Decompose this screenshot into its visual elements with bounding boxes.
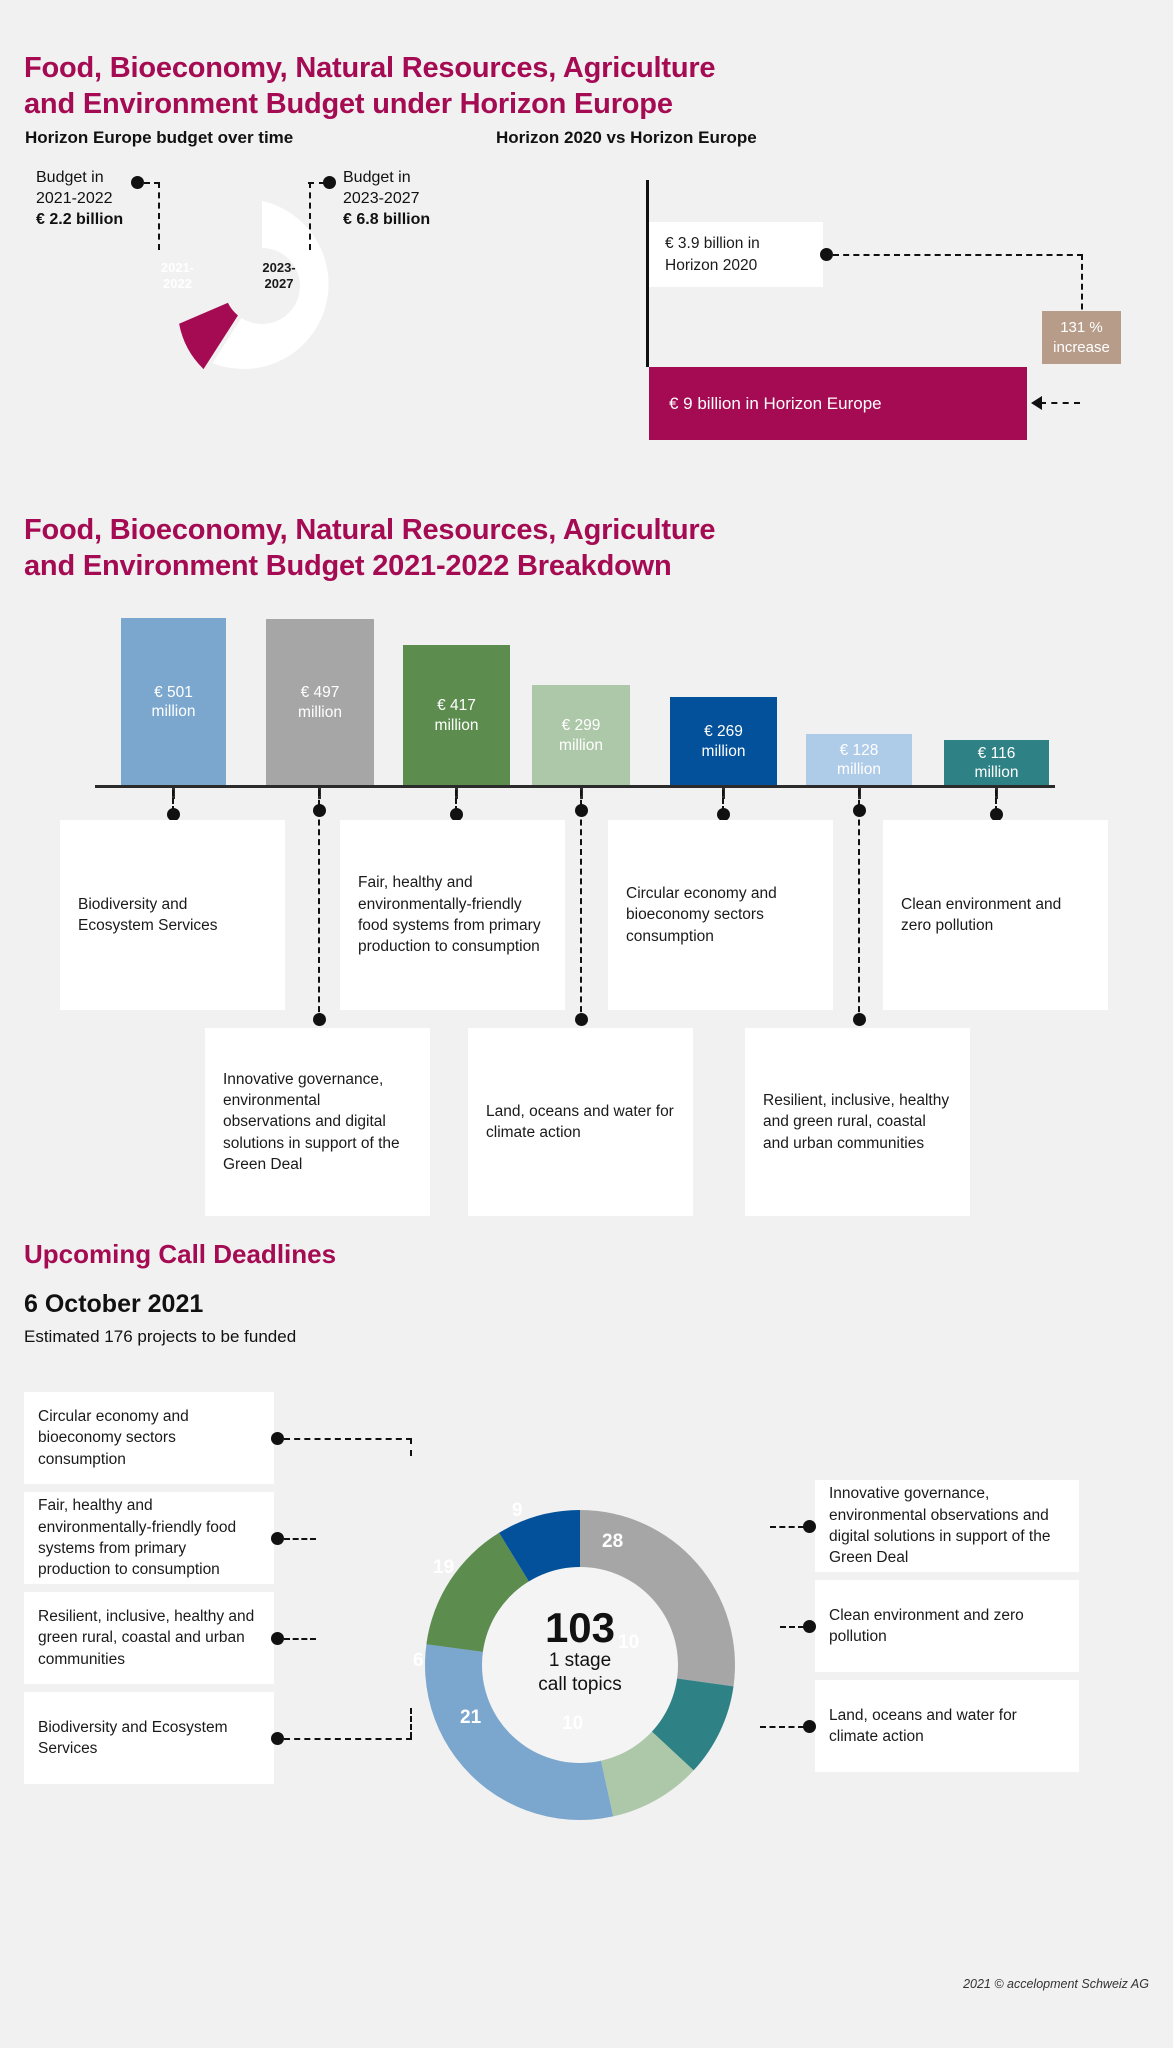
bar-leader-dot-2 (313, 804, 326, 817)
bar-7-label: € 116 million (974, 744, 1019, 781)
deadline-right-box-2: Clean environment and zero pollution (815, 1580, 1079, 1672)
slice-value-28: 28 (602, 1531, 624, 1552)
bar-leader-dot-2b (313, 1013, 326, 1026)
deadline-left-vline-4 (410, 1708, 412, 1738)
deadlines-title: Upcoming Call Deadlines (24, 1239, 337, 1269)
deadline-right-line-2 (780, 1626, 804, 1628)
footer-copyright: 2021 © accelopment Schweiz AG (963, 1977, 1149, 1991)
donut-callout-left-value: € 2.2 billion (36, 211, 124, 229)
he-arrow-head (1031, 396, 1042, 410)
bar-callout-2: Innovative governance, environmental observations and digital solutions in support of the Green Deal (205, 1028, 430, 1216)
deadline-right-box-3: Land, oceans and water for climate action (815, 1680, 1079, 1772)
deadline-left-dot-2 (271, 1532, 284, 1545)
donut-slice-2023-2027-label: 2023- 2027 (262, 260, 296, 291)
bar-callout-7: Clean environment and zero pollution (883, 820, 1108, 1010)
bar-callout-6: Resilient, inclusive, healthy and green rural, coastal and urban communities (745, 1028, 970, 1216)
deadline-right-dot-3 (803, 1720, 816, 1733)
bar-7 (944, 740, 1049, 786)
deadline-left-line-2 (284, 1538, 316, 1540)
bar-leader-dot-4 (575, 804, 588, 817)
donut-callout-right-value: € 6.8 billion (343, 211, 431, 229)
bar-6-label: € 128 million (837, 741, 881, 778)
donut-callout-left: Budget in 2021-2022 € 2.2 billion (36, 169, 124, 229)
bar-callout-3: Fair, healthy and environmentally-friendly food systems from primary production to consumption (340, 820, 565, 1010)
donut-left-leader-dot (131, 176, 144, 189)
right-chart-subtitle: Horizon 2020 vs Horizon Europe (496, 128, 757, 147)
donut-center (370, 1604, 790, 1697)
breakdown-title: Food, Bioeconomy, Natural Resources, Agriculture and Environment Budget 2021-2022 Breakdown (24, 514, 716, 583)
bar-4-label: € 299 million (559, 717, 603, 754)
bar-5-label: € 269 million (701, 723, 746, 760)
bar-leader-dot-4b (575, 1013, 588, 1026)
deadline-right-line-1 (770, 1526, 804, 1528)
donut-left-leader-v (158, 182, 160, 250)
left-chart-subtitle: Horizon Europe budget over time (25, 128, 294, 147)
slice-value-10-teal: 10 (618, 1632, 640, 1653)
deadline-right-dot-1 (803, 1520, 816, 1533)
bar-chart-axis (95, 785, 1055, 788)
bar-leader-dot-6 (853, 804, 866, 817)
deadline-right-box-1: Innovative governance, environmental observations and digital solutions in support of the Green Deal (815, 1480, 1079, 1572)
h2020-value-box: € 3.9 billion in Horizon 2020 (649, 222, 823, 287)
deadline-left-box-1: Circular economy and bioeconomy sectors consumption (24, 1392, 274, 1484)
bar-leader-dot-6b (853, 1013, 866, 1026)
slice-value-9: 9 (512, 1500, 523, 1521)
deadline-left-dot-3 (271, 1632, 284, 1645)
bar-6 (806, 734, 912, 786)
deadline-subtitle: Estimated 176 projects to be funded (24, 1327, 297, 1346)
bar-leader-2 (318, 790, 320, 1022)
deadline-right-dot-2 (803, 1620, 816, 1633)
bar-3-label: € 417 million (434, 697, 479, 734)
slice-value-21: 21 (460, 1707, 482, 1728)
deadline-left-dot-1 (271, 1432, 284, 1445)
donut-center-total: 103 (544, 1604, 616, 1651)
main-title-text: Food, Bioeconomy, Natural Resources, Agriculture and Environment Budget under Horizon Europe (24, 52, 716, 121)
deadline-left-box-3: Resilient, inclusive, healthy and green rural, coastal and urban communities (24, 1592, 274, 1684)
deadline-left-line-4 (284, 1738, 412, 1740)
bar-2-label: € 497 million (298, 684, 342, 721)
slice-value-19: 19 (433, 1557, 455, 1578)
deadline-left-line-1 (284, 1438, 412, 1440)
deadline-right-line-3 (760, 1726, 804, 1728)
deadline-date: 6 October 2021 (24, 1290, 204, 1318)
bar-leader-4 (580, 790, 582, 1022)
main-title (24, 50, 744, 123)
deadline-left-line-3 (284, 1638, 316, 1640)
increase-badge: 131 % increase (1042, 311, 1121, 364)
donut-right-leader-v (309, 182, 311, 250)
bar-leader-6 (858, 790, 860, 1022)
bar-callout-4: Land, oceans and water for climate action (468, 1028, 693, 1216)
donut-callout-right: Budget in 2023-2027 € 6.8 billion (343, 169, 431, 229)
bar-1 (121, 618, 226, 786)
bar-1-label: € 501 million (151, 683, 196, 720)
deadline-left-box-2: Fair, healthy and environmentally-friendly food systems from primary production to consumption (24, 1492, 274, 1584)
he-value-bar: € 9 billion in Horizon Europe (649, 367, 1027, 440)
bar-2 (266, 619, 374, 786)
breakdown-bar-chart (0, 600, 1173, 800)
deadline-left-box-4: Biodiversity and Ecosystem Services (24, 1692, 274, 1784)
h2020-leader-dot (820, 248, 833, 261)
deadline-left-vline-1 (410, 1438, 412, 1456)
donut-center-subtitle: 1 stage call topics (538, 1650, 622, 1695)
slice-value-10-lightgreen: 10 (562, 1713, 584, 1734)
bar-callout-5: Circular economy and bioeconomy sectors consumption (608, 820, 833, 1010)
slice-value-6: 6 (413, 1650, 424, 1671)
deadline-left-dot-4 (271, 1732, 284, 1745)
bar-4 (532, 685, 630, 786)
bar-3 (403, 645, 510, 786)
budget-over-time-donut (150, 198, 340, 368)
he-arrow-line (1040, 402, 1080, 404)
call-topics-donut (370, 1455, 790, 1875)
donut-slice-2021-2022-label: 2021- 2022 (160, 260, 195, 291)
bar-callout-1: Biodiversity and Ecosystem Services (60, 820, 285, 1010)
bar-5 (670, 697, 777, 786)
h2020-leader-h (833, 254, 1083, 256)
